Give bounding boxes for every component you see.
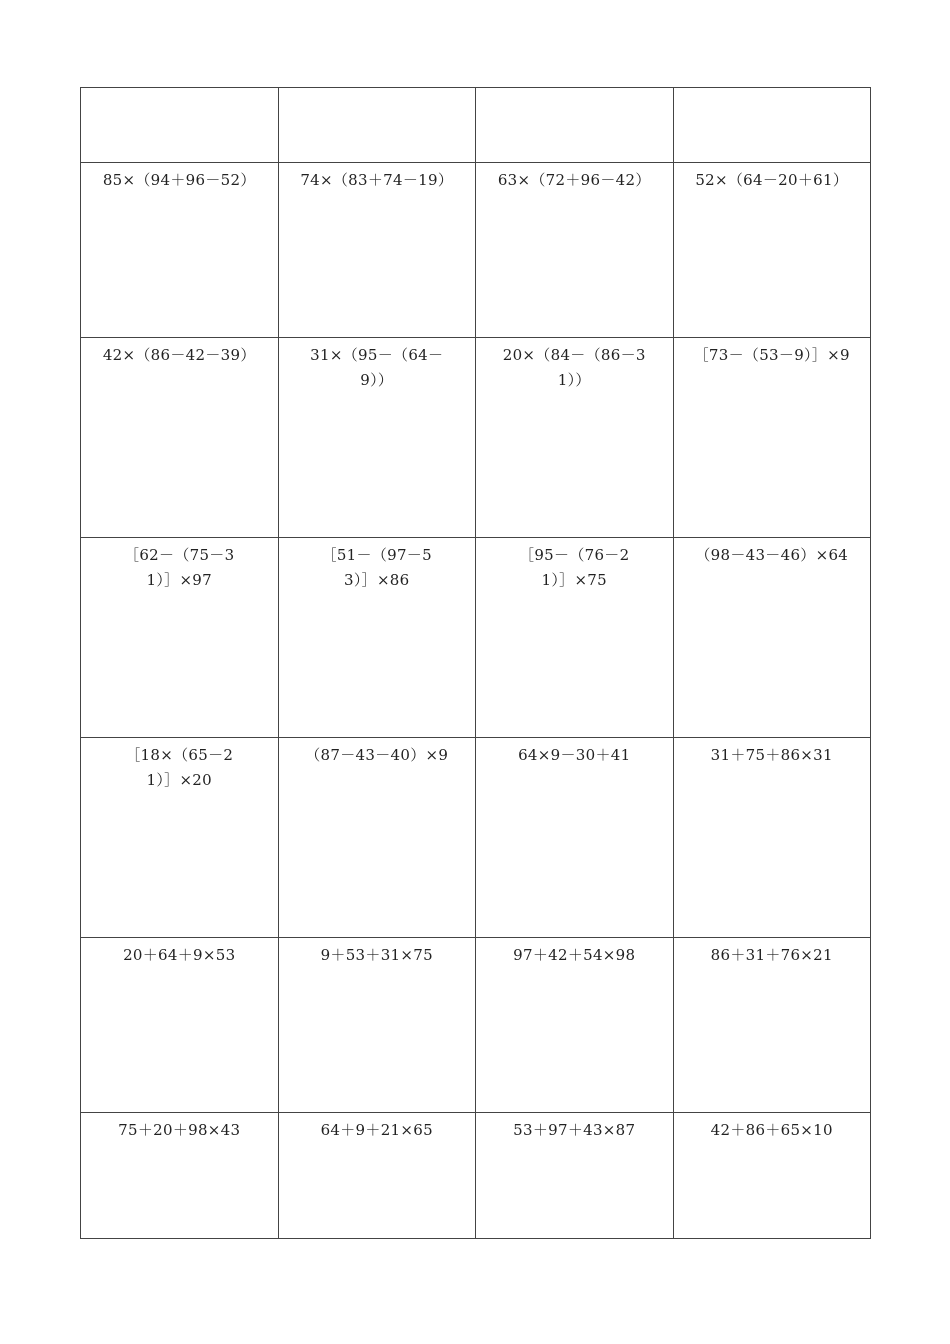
expression: 52×（64－20＋61） [695,171,849,189]
expression: 31＋75＋86×31 [710,746,833,764]
expression: ［18×（65－21）］×20 [125,746,234,789]
grid-row [81,738,871,938]
grid-cell [81,338,279,538]
expression: 86＋31＋76×21 [710,946,833,964]
expression: 97＋42＋54×98 [513,946,636,964]
grid-cell [476,338,674,538]
grid-cell [81,1113,279,1239]
grid-cell [673,1113,871,1239]
grid-cell [278,338,476,538]
expression: 64＋9＋21×65 [320,1121,433,1139]
expression: 42＋86＋65×10 [710,1121,833,1139]
expression: 20＋64＋9×53 [123,946,236,964]
expression: 64×9－30＋41 [518,746,631,764]
grid-cell [81,88,279,163]
grid-cell [476,1113,674,1239]
expression: （98－43－46）×64 [695,546,849,564]
expression: 74×（83＋74－19） [300,171,454,189]
grid-cell [278,1113,476,1239]
expression: ［95－（76－21）］×75 [519,546,630,589]
grid-row [81,938,871,1113]
grid-row [81,1113,871,1239]
grid-row [81,88,871,163]
grid-cell [476,163,674,338]
expression: 9＋53＋31×75 [320,946,433,964]
grid-cell [278,163,476,338]
expression: 85×（94＋96－52） [102,171,256,189]
grid-cell [476,88,674,163]
grid-row [81,163,871,338]
grid-cell [81,538,279,738]
grid-row [81,338,871,538]
grid-cell [673,938,871,1113]
expression: ［62－（75－31）］×97 [124,546,235,589]
grid-cell [673,538,871,738]
expression: 75＋20＋98×43 [118,1121,241,1139]
grid-cell [278,938,476,1113]
grid-cell [673,163,871,338]
grid-cell [673,88,871,163]
expression: 42×（86－42－39） [102,346,256,364]
grid-cell [476,538,674,738]
grid-cell [81,938,279,1113]
expression: （87－43－40）×9 [305,746,449,764]
expression: 20×（84－（86－31）） [502,346,646,389]
expression: ［73－（53－9）］×9 [693,346,850,364]
expression: 53＋97＋43×87 [513,1121,636,1139]
exercise-grid [80,87,871,1239]
expression: 63×（72＋96－42） [497,171,651,189]
grid-cell [673,338,871,538]
expression: 31×（95－（64－9）） [310,346,444,389]
grid-cell [81,163,279,338]
grid-cell [81,738,279,938]
grid-cell [278,538,476,738]
grid-row [81,538,871,738]
grid-cell [476,938,674,1113]
grid-cell [278,88,476,163]
grid-cell [476,738,674,938]
expression: ［51－（97－53）］×86 [321,546,432,589]
grid-cell [278,738,476,938]
grid-cell [673,738,871,938]
